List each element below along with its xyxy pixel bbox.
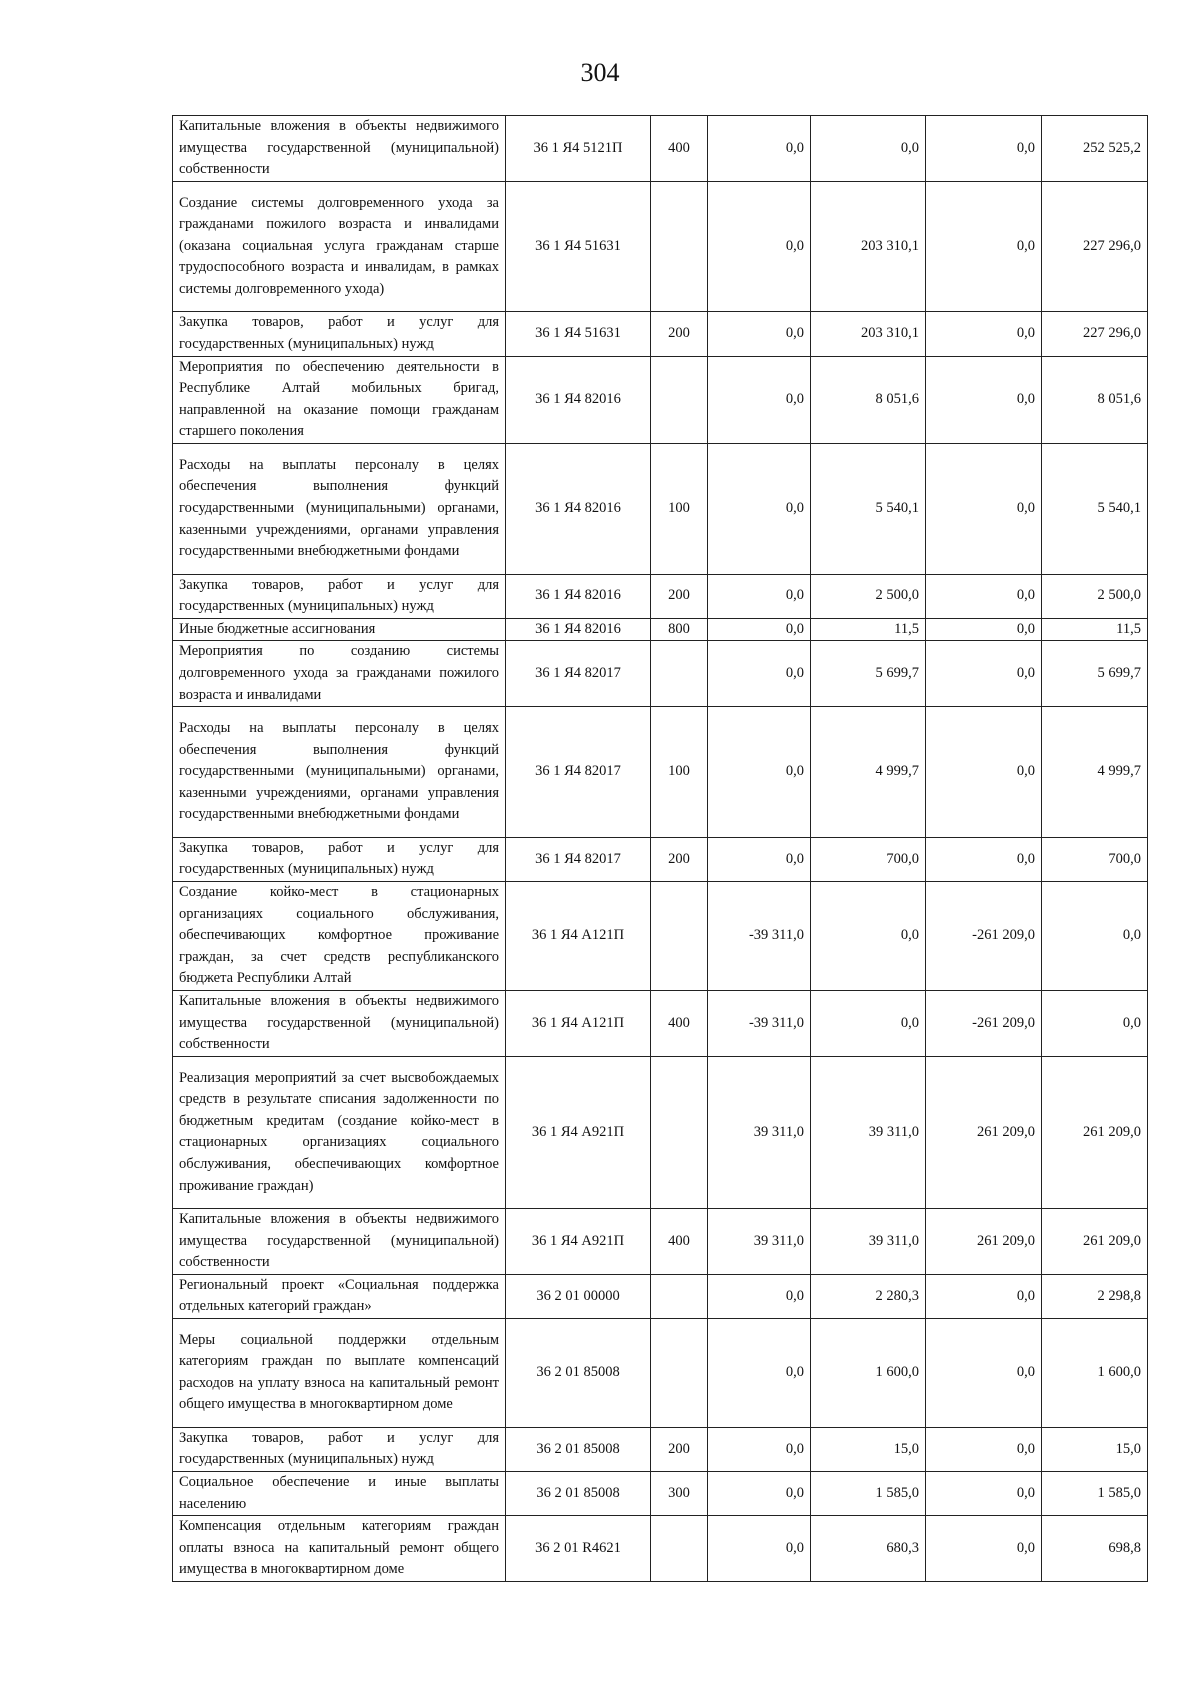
table-row [173, 618, 1148, 641]
row-expense-type-cell: 200 [651, 1427, 708, 1471]
row-value-1-cell: 0,0 [708, 618, 811, 641]
row-value-1-cell: -39 311,0 [708, 990, 811, 1056]
row-value-1-cell: 0,0 [708, 443, 811, 574]
row-value-2-cell: 203 310,1 [811, 181, 926, 312]
row-value-3-cell: 261 209,0 [926, 1056, 1042, 1208]
row-name-cell: Расходы на выплаты персоналу в целях обеспечения выполнения функций государственными (муниципальными) органами, казенными учреждениями, органами управления государственными внебюджетными фондами [173, 443, 506, 574]
table-row [173, 1318, 1148, 1427]
row-value-1-cell: 0,0 [708, 1516, 811, 1582]
table-row [173, 1472, 1148, 1516]
page-number: 304 [580, 58, 620, 87]
budget-table-body [173, 116, 1148, 1582]
row-name-cell: Капитальные вложения в объекты недвижимого имущества государственной (муниципальной) собственности [173, 990, 506, 1056]
row-value-4-cell: 0,0 [1042, 990, 1148, 1056]
row-value-3-cell: -261 209,0 [926, 990, 1042, 1056]
row-value-3-cell: 0,0 [926, 618, 1042, 641]
row-name-cell: Расходы на выплаты персоналу в целях обеспечения выполнения функций государственными (муниципальными) органами, казенными учреждениями, органами управления государственными внебюджетными фондами [173, 707, 506, 838]
row-value-3-cell: 0,0 [926, 443, 1042, 574]
row-name-cell: Компенсация отдельным категориям граждан оплаты взноса на капитальный ремонт общего имущества в многоквартирном доме [173, 1516, 506, 1582]
row-value-1-cell: 39 311,0 [708, 1208, 811, 1274]
row-expense-type-cell: 400 [651, 1208, 708, 1274]
row-value-2-cell: 5 540,1 [811, 443, 926, 574]
table-row [173, 1274, 1148, 1318]
row-value-3-cell: 0,0 [926, 641, 1042, 707]
row-expense-type-cell [651, 1056, 708, 1208]
row-expense-type-cell [651, 1318, 708, 1427]
row-name-cell: Иные бюджетные ассигнования [173, 618, 506, 641]
row-value-4-cell: 2 500,0 [1042, 574, 1148, 618]
row-value-2-cell: 11,5 [811, 618, 926, 641]
row-value-4-cell: 698,8 [1042, 1516, 1148, 1582]
table-row [173, 181, 1148, 312]
row-code-cell: 36 1 Я4 82016 [506, 443, 651, 574]
row-name-cell: Закупка товаров, работ и услуг для государственных (муниципальных) нужд [173, 837, 506, 881]
row-value-4-cell: 261 209,0 [1042, 1056, 1148, 1208]
row-value-1-cell: 0,0 [708, 181, 811, 312]
row-code-cell: 36 1 Я4 82017 [506, 837, 651, 881]
row-value-1-cell: 0,0 [708, 312, 811, 356]
row-value-2-cell: 4 999,7 [811, 707, 926, 838]
row-value-4-cell: 1 600,0 [1042, 1318, 1148, 1427]
budget-table [172, 115, 1148, 1582]
row-value-4-cell: 11,5 [1042, 618, 1148, 641]
row-value-1-cell: 0,0 [708, 116, 811, 182]
row-code-cell: 36 1 Я4 А121П [506, 881, 651, 990]
table-row [173, 707, 1148, 838]
table-row [173, 1427, 1148, 1471]
row-value-2-cell: 680,3 [811, 1516, 926, 1582]
row-value-4-cell: 2 298,8 [1042, 1274, 1148, 1318]
row-expense-type-cell [651, 641, 708, 707]
row-value-1-cell: 0,0 [708, 574, 811, 618]
row-expense-type-cell: 200 [651, 837, 708, 881]
row-value-1-cell: -39 311,0 [708, 881, 811, 990]
row-value-3-cell: 0,0 [926, 1427, 1042, 1471]
row-name-cell: Региональный проект «Социальная поддержка отдельных категорий граждан» [173, 1274, 506, 1318]
row-value-3-cell: 0,0 [926, 116, 1042, 182]
row-code-cell: 36 1 Я4 5121П [506, 116, 651, 182]
row-code-cell: 36 1 Я4 82016 [506, 356, 651, 443]
row-value-2-cell: 5 699,7 [811, 641, 926, 707]
row-code-cell: 36 2 01 00000 [506, 1274, 651, 1318]
row-name-cell: Создание койко-мест в стационарных организациях социального обслуживания, обеспечивающих комфортное проживание граждан, за счет средств республиканского бюджета Республики Алтай [173, 881, 506, 990]
row-name-cell: Реализация мероприятий за счет высвобождаемых средств в результате списания задолженности по бюджетным кредитам (создание койко-мест в стационарных организациях социального обслуживания, обеспечивающих комфортное проживание граждан) [173, 1056, 506, 1208]
row-code-cell: 36 1 Я4 А121П [506, 990, 651, 1056]
row-expense-type-cell [651, 1516, 708, 1582]
row-code-cell: 36 1 Я4 А921П [506, 1208, 651, 1274]
table-row [173, 837, 1148, 881]
row-code-cell: 36 1 Я4 51631 [506, 181, 651, 312]
row-name-cell: Социальное обеспечение и иные выплаты населению [173, 1472, 506, 1516]
row-code-cell: 36 1 Я4 51631 [506, 312, 651, 356]
row-expense-type-cell: 400 [651, 116, 708, 182]
row-value-3-cell: 0,0 [926, 1516, 1042, 1582]
row-value-1-cell: 39 311,0 [708, 1056, 811, 1208]
row-expense-type-cell: 100 [651, 443, 708, 574]
row-value-2-cell: 0,0 [811, 881, 926, 990]
row-code-cell: 36 2 01 R4621 [506, 1516, 651, 1582]
row-value-3-cell: -261 209,0 [926, 881, 1042, 990]
row-value-4-cell: 4 999,7 [1042, 707, 1148, 838]
row-name-cell: Создание системы долговременного ухода за гражданами пожилого возраста и инвалидами (оказана социальная услуга гражданам старше трудоспособного возраста и инвалидам, в рамках системы долговременного ухода) [173, 181, 506, 312]
row-value-1-cell: 0,0 [708, 641, 811, 707]
row-value-2-cell: 0,0 [811, 990, 926, 1056]
row-code-cell: 36 1 Я4 82016 [506, 618, 651, 641]
row-value-4-cell: 252 525,2 [1042, 116, 1148, 182]
row-code-cell: 36 1 Я4 82016 [506, 574, 651, 618]
row-value-2-cell: 39 311,0 [811, 1056, 926, 1208]
row-expense-type-cell: 400 [651, 990, 708, 1056]
row-code-cell: 36 1 Я4 82017 [506, 707, 651, 838]
row-value-4-cell: 15,0 [1042, 1427, 1148, 1471]
row-value-2-cell: 8 051,6 [811, 356, 926, 443]
table-row [173, 1056, 1148, 1208]
row-value-3-cell: 0,0 [926, 1472, 1042, 1516]
row-expense-type-cell [651, 1274, 708, 1318]
row-value-2-cell: 39 311,0 [811, 1208, 926, 1274]
row-value-4-cell: 0,0 [1042, 881, 1148, 990]
row-value-3-cell: 0,0 [926, 707, 1042, 838]
row-value-2-cell: 0,0 [811, 116, 926, 182]
row-code-cell: 36 2 01 85008 [506, 1427, 651, 1471]
row-value-1-cell: 0,0 [708, 1427, 811, 1471]
row-value-1-cell: 0,0 [708, 1472, 811, 1516]
row-value-2-cell: 700,0 [811, 837, 926, 881]
row-value-3-cell: 0,0 [926, 181, 1042, 312]
row-expense-type-cell [651, 881, 708, 990]
row-name-cell: Мероприятия по созданию системы долговременного ухода за гражданами пожилого возраста и инвалидами [173, 641, 506, 707]
row-expense-type-cell [651, 356, 708, 443]
table-row [173, 1208, 1148, 1274]
row-value-1-cell: 0,0 [708, 1318, 811, 1427]
row-name-cell: Закупка товаров, работ и услуг для государственных (муниципальных) нужд [173, 574, 506, 618]
row-expense-type-cell [651, 181, 708, 312]
row-value-1-cell: 0,0 [708, 356, 811, 443]
row-value-4-cell: 227 296,0 [1042, 181, 1148, 312]
row-value-4-cell: 5 699,7 [1042, 641, 1148, 707]
row-code-cell: 36 1 Я4 А921П [506, 1056, 651, 1208]
row-value-3-cell: 261 209,0 [926, 1208, 1042, 1274]
row-value-3-cell: 0,0 [926, 837, 1042, 881]
row-value-3-cell: 0,0 [926, 574, 1042, 618]
row-expense-type-cell: 300 [651, 1472, 708, 1516]
table-row [173, 1516, 1148, 1582]
row-value-3-cell: 0,0 [926, 1274, 1042, 1318]
row-value-1-cell: 0,0 [708, 707, 811, 838]
row-value-1-cell: 0,0 [708, 1274, 811, 1318]
row-value-4-cell: 227 296,0 [1042, 312, 1148, 356]
row-value-2-cell: 15,0 [811, 1427, 926, 1471]
row-name-cell: Закупка товаров, работ и услуг для государственных (муниципальных) нужд [173, 1427, 506, 1471]
table-row [173, 574, 1148, 618]
row-code-cell: 36 2 01 85008 [506, 1318, 651, 1427]
row-value-1-cell: 0,0 [708, 837, 811, 881]
row-value-3-cell: 0,0 [926, 356, 1042, 443]
row-expense-type-cell: 100 [651, 707, 708, 838]
table-row [173, 116, 1148, 182]
row-value-4-cell: 5 540,1 [1042, 443, 1148, 574]
row-value-4-cell: 8 051,6 [1042, 356, 1148, 443]
row-value-3-cell: 0,0 [926, 312, 1042, 356]
table-row [173, 641, 1148, 707]
table-row [173, 443, 1148, 574]
row-expense-type-cell: 200 [651, 312, 708, 356]
row-name-cell: Капитальные вложения в объекты недвижимого имущества государственной (муниципальной) собственности [173, 116, 506, 182]
row-name-cell: Капитальные вложения в объекты недвижимого имущества государственной (муниципальной) собственности [173, 1208, 506, 1274]
table-row [173, 312, 1148, 356]
table-row [173, 990, 1148, 1056]
table-row [173, 356, 1148, 443]
row-value-2-cell: 2 500,0 [811, 574, 926, 618]
row-value-3-cell: 0,0 [926, 1318, 1042, 1427]
row-expense-type-cell: 800 [651, 618, 708, 641]
row-expense-type-cell: 200 [651, 574, 708, 618]
table-row [173, 881, 1148, 990]
row-value-4-cell: 1 585,0 [1042, 1472, 1148, 1516]
row-value-4-cell: 700,0 [1042, 837, 1148, 881]
row-code-cell: 36 2 01 85008 [506, 1472, 651, 1516]
row-name-cell: Меры социальной поддержки отдельным категориям граждан по выплате компенсаций расходов на уплату взноса на капитальный ремонт общего имущества в многоквартирном доме [173, 1318, 506, 1427]
row-name-cell: Закупка товаров, работ и услуг для государственных (муниципальных) нужд [173, 312, 506, 356]
row-value-4-cell: 261 209,0 [1042, 1208, 1148, 1274]
row-name-cell: Мероприятия по обеспечению деятельности в Республике Алтай мобильных бригад, направленной на оказание помощи гражданам старшего поколения [173, 356, 506, 443]
row-value-2-cell: 1 585,0 [811, 1472, 926, 1516]
row-code-cell: 36 1 Я4 82017 [506, 641, 651, 707]
row-value-2-cell: 1 600,0 [811, 1318, 926, 1427]
row-value-2-cell: 2 280,3 [811, 1274, 926, 1318]
row-value-2-cell: 203 310,1 [811, 312, 926, 356]
